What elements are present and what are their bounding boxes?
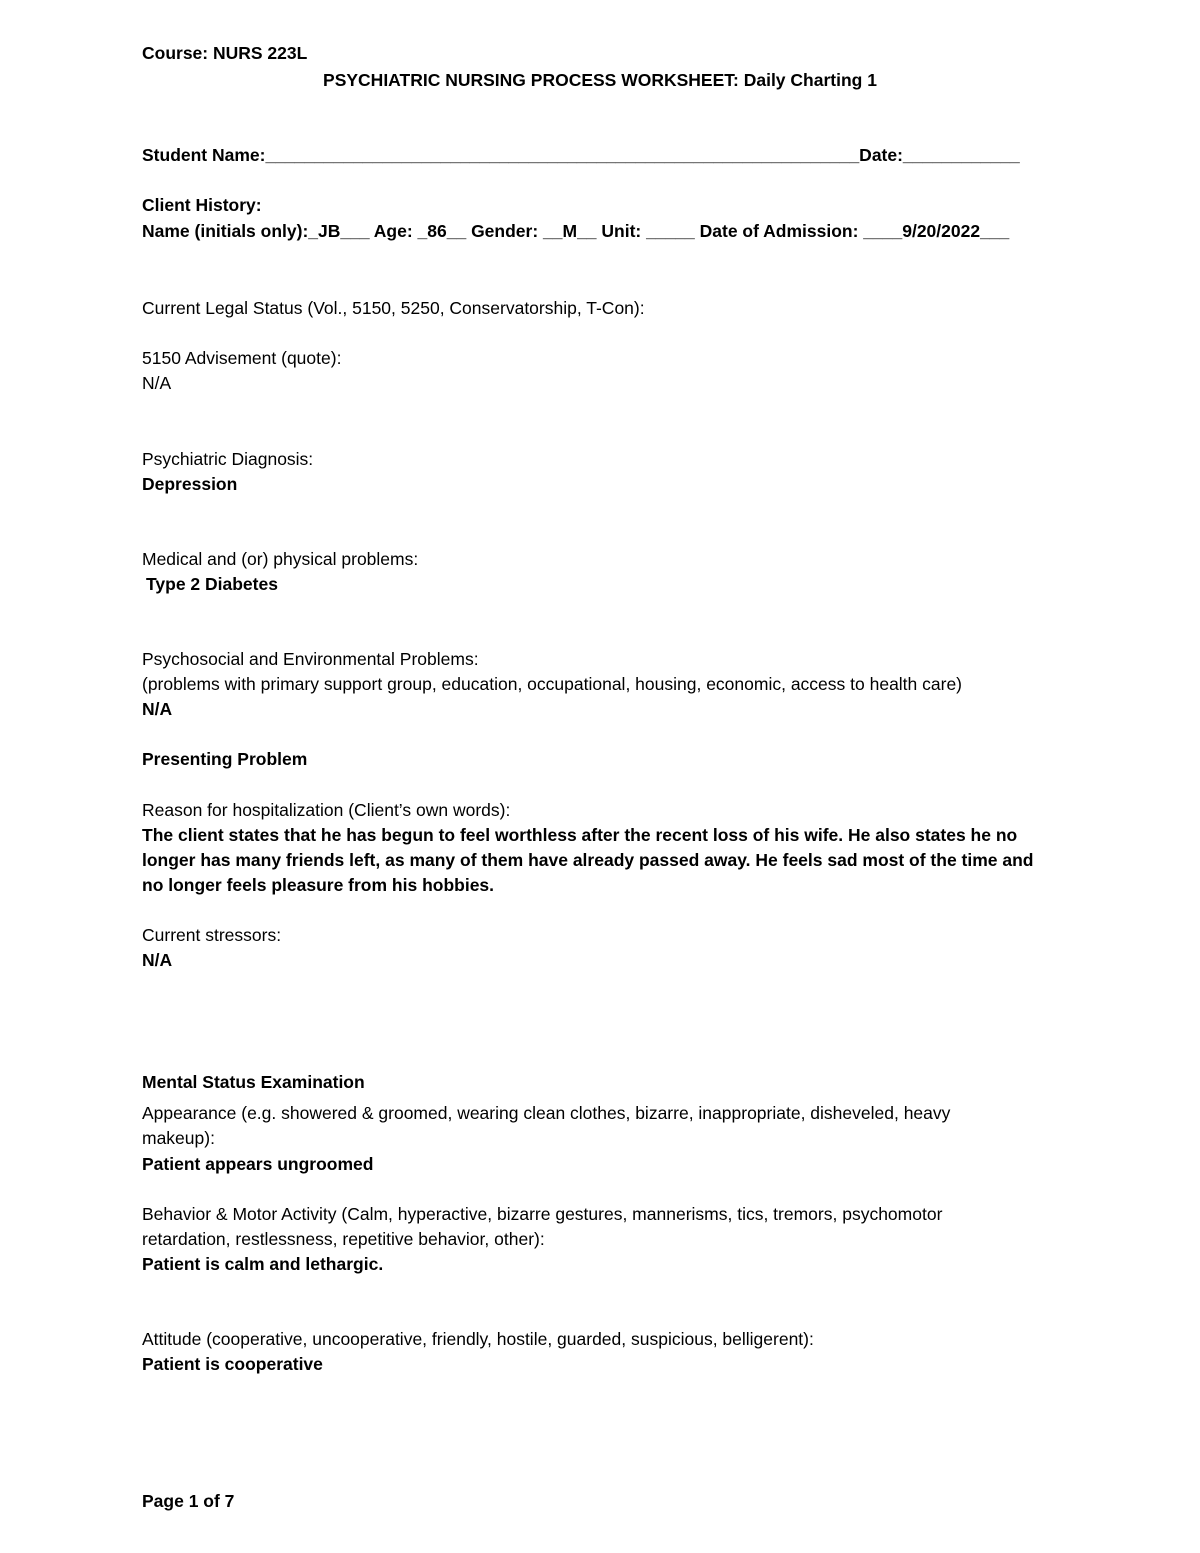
student-name-date-line: Student Name:_____________________________________________________________Date:____________ (142, 145, 1020, 165)
diagnosis-value: Depression (142, 474, 238, 494)
stressors-label: Current stressors: (142, 925, 282, 945)
attitude-value: Patient is cooperative (142, 1354, 323, 1374)
appearance-label: Appearance (e.g. showered & groomed, wearing clean clothes, bizarre, inappropriate, disheveled, heavy (142, 1103, 951, 1123)
psychosocial-hint: (problems with primary support group, education, occupational, housing, economic, access to health care) (142, 674, 963, 694)
legal-status-label: Current Legal Status (Vol., 5150, 5250, Conservatorship, T-Con): (142, 298, 645, 318)
psychosocial-value: N/A (142, 699, 173, 719)
behavior-value: Patient is calm and lethargic. (142, 1254, 384, 1274)
document-title: PSYCHIATRIC NURSING PROCESS WORKSHEET: Daily Charting 1 (323, 70, 877, 90)
reason-text-line: The client states that he has begun to feel worthless after the recent loss of his wife. He also states he no (142, 825, 1018, 845)
reason-text-line: no longer feels pleasure from his hobbies. (142, 875, 495, 895)
advisement-value: N/A (142, 373, 172, 393)
appearance-label: makeup): (142, 1128, 215, 1148)
attitude-label: Attitude (cooperative, uncooperative, friendly, hostile, guarded, suspicious, belligerent): (142, 1329, 814, 1349)
mental-status-heading: Mental Status Examination (142, 1072, 365, 1092)
client-demographics-line: Name (initials only):_JB___ Age: _86__ Gender: __M__ Unit: _____ Date of Admission: ____9/20/2022___ (142, 221, 1010, 241)
presenting-problem-heading: Presenting Problem (142, 749, 308, 769)
reason-label: Reason for hospitalization (Client’s own words): (142, 800, 511, 820)
diagnosis-label: Psychiatric Diagnosis: (142, 449, 314, 469)
psychosocial-label: Psychosocial and Environmental Problems: (142, 649, 479, 669)
stressors-value: N/A (142, 950, 173, 970)
behavior-label: retardation, restlessness, repetitive behavior, other): (142, 1229, 545, 1249)
course-label: Course: NURS 223L (142, 43, 308, 63)
behavior-label: Behavior & Motor Activity (Calm, hyperactive, bizarre gestures, mannerisms, tics, tremors, psychomotor (142, 1204, 943, 1224)
advisement-label: 5150 Advisement (quote): (142, 348, 342, 368)
medical-problems-label: Medical and (or) physical problems: (142, 549, 419, 569)
medical-problems-value: Type 2 Diabetes (146, 574, 278, 594)
appearance-value: Patient appears ungroomed (142, 1154, 374, 1174)
reason-text-line: longer has many friends left, as many of them have already passed away. He feels sad most of the time and (142, 850, 1034, 870)
page-number: Page 1 of 7 (142, 1491, 235, 1511)
client-history-heading: Client History: (142, 195, 262, 215)
